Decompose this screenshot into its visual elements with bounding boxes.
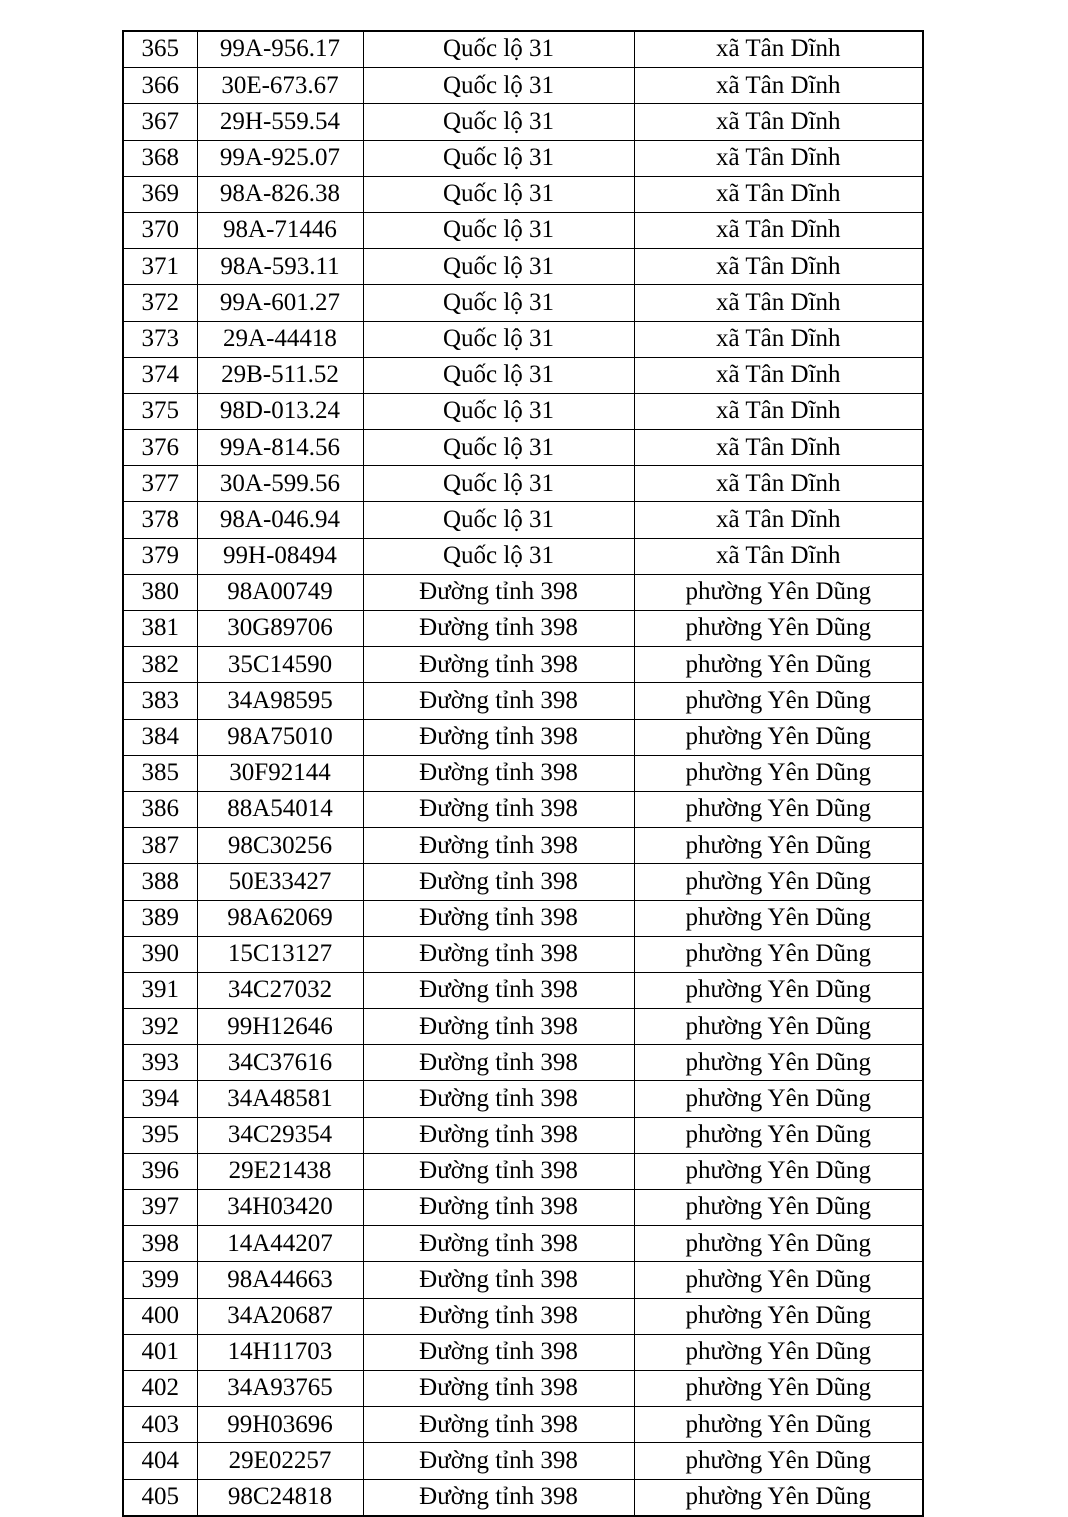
cell-dia-phuong: phường Yên Dũng: [634, 1334, 923, 1370]
cell-tuyen-duong: Đường tỉnh 398: [363, 1370, 634, 1406]
cell-tuyen-duong: Quốc lộ 31: [363, 466, 634, 502]
cell-so-thu-tu: 373: [123, 321, 197, 357]
table-row: [123, 1479, 923, 1516]
table-row: [123, 1334, 923, 1370]
cell-so-thu-tu: 400: [123, 1298, 197, 1334]
cell-bien-so-xe: 99A-925.07: [197, 140, 363, 176]
cell-tuyen-duong: Đường tỉnh 398: [363, 1226, 634, 1262]
cell-tuyen-duong: Quốc lộ 31: [363, 502, 634, 538]
cell-so-thu-tu: 385: [123, 755, 197, 791]
cell-bien-so-xe: 29B-511.52: [197, 357, 363, 393]
cell-tuyen-duong: Đường tỉnh 398: [363, 719, 634, 755]
cell-tuyen-duong: Đường tỉnh 398: [363, 1443, 634, 1479]
table-row: [123, 1443, 923, 1479]
cell-so-thu-tu: 378: [123, 502, 197, 538]
cell-so-thu-tu: 403: [123, 1407, 197, 1443]
cell-dia-phuong: phường Yên Dũng: [634, 900, 923, 936]
cell-dia-phuong: phường Yên Dũng: [634, 1298, 923, 1334]
table-row: [123, 828, 923, 864]
cell-dia-phuong: phường Yên Dũng: [634, 755, 923, 791]
table-body: [123, 31, 923, 1516]
cell-so-thu-tu: 382: [123, 647, 197, 683]
table-row: [123, 900, 923, 936]
cell-dia-phuong: xã Tân Dĩnh: [634, 430, 923, 466]
table-row: [123, 1298, 923, 1334]
cell-so-thu-tu: 404: [123, 1443, 197, 1479]
cell-dia-phuong: phường Yên Dũng: [634, 972, 923, 1008]
cell-tuyen-duong: Quốc lộ 31: [363, 31, 634, 68]
cell-dia-phuong: phường Yên Dũng: [634, 1262, 923, 1298]
table-row: [123, 357, 923, 393]
cell-tuyen-duong: Quốc lộ 31: [363, 212, 634, 248]
cell-bien-so-xe: 98A75010: [197, 719, 363, 755]
table-row: [123, 1081, 923, 1117]
cell-bien-so-xe: 34A98595: [197, 683, 363, 719]
cell-bien-so-xe: 99A-956.17: [197, 31, 363, 68]
cell-bien-so-xe: 98A62069: [197, 900, 363, 936]
cell-dia-phuong: phường Yên Dũng: [634, 1153, 923, 1189]
cell-tuyen-duong: Quốc lộ 31: [363, 321, 634, 357]
cell-dia-phuong: xã Tân Dĩnh: [634, 466, 923, 502]
violation-table-container: [122, 30, 922, 1517]
cell-tuyen-duong: Đường tỉnh 398: [363, 1407, 634, 1443]
cell-so-thu-tu: 394: [123, 1081, 197, 1117]
cell-tuyen-duong: Đường tỉnh 398: [363, 1153, 634, 1189]
cell-tuyen-duong: Đường tỉnh 398: [363, 1190, 634, 1226]
cell-dia-phuong: phường Yên Dũng: [634, 1443, 923, 1479]
cell-so-thu-tu: 374: [123, 357, 197, 393]
cell-tuyen-duong: Quốc lộ 31: [363, 393, 634, 429]
cell-so-thu-tu: 376: [123, 430, 197, 466]
cell-tuyen-duong: Đường tỉnh 398: [363, 1479, 634, 1516]
cell-bien-so-xe: 30A-599.56: [197, 466, 363, 502]
cell-dia-phuong: xã Tân Dĩnh: [634, 321, 923, 357]
cell-so-thu-tu: 375: [123, 393, 197, 429]
cell-bien-so-xe: 29E02257: [197, 1443, 363, 1479]
cell-bien-so-xe: 29A-44418: [197, 321, 363, 357]
cell-so-thu-tu: 399: [123, 1262, 197, 1298]
cell-dia-phuong: xã Tân Dĩnh: [634, 357, 923, 393]
violation-table: [122, 30, 924, 1517]
table-row: [123, 611, 923, 647]
cell-bien-so-xe: 30E-673.67: [197, 68, 363, 104]
table-row: [123, 1407, 923, 1443]
table-row: [123, 321, 923, 357]
cell-so-thu-tu: 396: [123, 1153, 197, 1189]
cell-tuyen-duong: Đường tỉnh 398: [363, 791, 634, 827]
cell-tuyen-duong: Đường tỉnh 398: [363, 647, 634, 683]
cell-dia-phuong: xã Tân Dĩnh: [634, 502, 923, 538]
cell-so-thu-tu: 395: [123, 1117, 197, 1153]
cell-dia-phuong: xã Tân Dĩnh: [634, 393, 923, 429]
cell-bien-so-xe: 99H12646: [197, 1009, 363, 1045]
cell-so-thu-tu: 377: [123, 466, 197, 502]
cell-tuyen-duong: Đường tỉnh 398: [363, 1081, 634, 1117]
cell-bien-so-xe: 98A44663: [197, 1262, 363, 1298]
table-row: [123, 538, 923, 574]
cell-dia-phuong: phường Yên Dũng: [634, 1226, 923, 1262]
cell-so-thu-tu: 390: [123, 936, 197, 972]
cell-bien-so-xe: 99A-814.56: [197, 430, 363, 466]
table-row: [123, 1153, 923, 1189]
table-row: [123, 1045, 923, 1081]
cell-dia-phuong: xã Tân Dĩnh: [634, 285, 923, 321]
cell-tuyen-duong: Đường tỉnh 398: [363, 1045, 634, 1081]
cell-dia-phuong: phường Yên Dũng: [634, 683, 923, 719]
cell-so-thu-tu: 389: [123, 900, 197, 936]
cell-so-thu-tu: 365: [123, 31, 197, 68]
cell-bien-so-xe: 29E21438: [197, 1153, 363, 1189]
cell-bien-so-xe: 99H-08494: [197, 538, 363, 574]
table-row: [123, 393, 923, 429]
table-row: [123, 719, 923, 755]
cell-tuyen-duong: Đường tỉnh 398: [363, 828, 634, 864]
cell-so-thu-tu: 379: [123, 538, 197, 574]
cell-bien-so-xe: 99H03696: [197, 1407, 363, 1443]
cell-dia-phuong: xã Tân Dĩnh: [634, 249, 923, 285]
cell-dia-phuong: phường Yên Dũng: [634, 647, 923, 683]
cell-bien-so-xe: 34H03420: [197, 1190, 363, 1226]
cell-tuyen-duong: Đường tỉnh 398: [363, 1334, 634, 1370]
table-row: [123, 791, 923, 827]
cell-dia-phuong: xã Tân Dĩnh: [634, 104, 923, 140]
cell-dia-phuong: phường Yên Dũng: [634, 1081, 923, 1117]
cell-dia-phuong: phường Yên Dũng: [634, 1407, 923, 1443]
cell-tuyen-duong: Quốc lộ 31: [363, 140, 634, 176]
table-row: [123, 936, 923, 972]
cell-bien-so-xe: 98A-826.38: [197, 176, 363, 212]
cell-so-thu-tu: 380: [123, 574, 197, 610]
table-row: [123, 430, 923, 466]
cell-so-thu-tu: 388: [123, 864, 197, 900]
cell-bien-so-xe: 14H11703: [197, 1334, 363, 1370]
cell-so-thu-tu: 386: [123, 791, 197, 827]
table-row: [123, 574, 923, 610]
cell-tuyen-duong: Đường tỉnh 398: [363, 683, 634, 719]
cell-dia-phuong: xã Tân Dĩnh: [634, 538, 923, 574]
cell-dia-phuong: phường Yên Dũng: [634, 1045, 923, 1081]
cell-bien-so-xe: 99A-601.27: [197, 285, 363, 321]
cell-bien-so-xe: 34A93765: [197, 1370, 363, 1406]
cell-dia-phuong: phường Yên Dũng: [634, 719, 923, 755]
cell-bien-so-xe: 30G89706: [197, 611, 363, 647]
cell-dia-phuong: phường Yên Dũng: [634, 791, 923, 827]
cell-dia-phuong: phường Yên Dũng: [634, 1190, 923, 1226]
cell-so-thu-tu: 370: [123, 212, 197, 248]
cell-tuyen-duong: Đường tỉnh 398: [363, 972, 634, 1008]
cell-dia-phuong: phường Yên Dũng: [634, 828, 923, 864]
cell-tuyen-duong: Đường tỉnh 398: [363, 1117, 634, 1153]
cell-bien-so-xe: 98A-593.11: [197, 249, 363, 285]
cell-bien-so-xe: 98C30256: [197, 828, 363, 864]
cell-dia-phuong: phường Yên Dũng: [634, 936, 923, 972]
cell-dia-phuong: xã Tân Dĩnh: [634, 68, 923, 104]
cell-tuyen-duong: Quốc lộ 31: [363, 285, 634, 321]
cell-bien-so-xe: 30F92144: [197, 755, 363, 791]
cell-tuyen-duong: Đường tỉnh 398: [363, 936, 634, 972]
cell-tuyen-duong: Đường tỉnh 398: [363, 755, 634, 791]
cell-bien-so-xe: 34A48581: [197, 1081, 363, 1117]
cell-dia-phuong: phường Yên Dũng: [634, 1370, 923, 1406]
cell-bien-so-xe: 34C29354: [197, 1117, 363, 1153]
cell-bien-so-xe: 88A54014: [197, 791, 363, 827]
table-row: [123, 176, 923, 212]
cell-tuyen-duong: Quốc lộ 31: [363, 68, 634, 104]
cell-tuyen-duong: Quốc lộ 31: [363, 176, 634, 212]
cell-dia-phuong: xã Tân Dĩnh: [634, 212, 923, 248]
cell-dia-phuong: phường Yên Dũng: [634, 574, 923, 610]
cell-so-thu-tu: 366: [123, 68, 197, 104]
cell-so-thu-tu: 402: [123, 1370, 197, 1406]
cell-tuyen-duong: Quốc lộ 31: [363, 538, 634, 574]
table-row: [123, 285, 923, 321]
table-row: [123, 683, 923, 719]
cell-so-thu-tu: 401: [123, 1334, 197, 1370]
cell-bien-so-xe: 98D-013.24: [197, 393, 363, 429]
cell-dia-phuong: phường Yên Dũng: [634, 1117, 923, 1153]
cell-bien-so-xe: 29H-559.54: [197, 104, 363, 140]
cell-bien-so-xe: 50E33427: [197, 864, 363, 900]
table-row: [123, 212, 923, 248]
cell-so-thu-tu: 387: [123, 828, 197, 864]
table-row: [123, 466, 923, 502]
cell-tuyen-duong: Quốc lộ 31: [363, 104, 634, 140]
table-row: [123, 140, 923, 176]
table-row: [123, 1226, 923, 1262]
table-row: [123, 864, 923, 900]
cell-so-thu-tu: 369: [123, 176, 197, 212]
cell-tuyen-duong: Đường tỉnh 398: [363, 900, 634, 936]
cell-so-thu-tu: 371: [123, 249, 197, 285]
cell-so-thu-tu: 397: [123, 1190, 197, 1226]
cell-dia-phuong: phường Yên Dũng: [634, 864, 923, 900]
cell-tuyen-duong: Đường tỉnh 398: [363, 1298, 634, 1334]
cell-so-thu-tu: 384: [123, 719, 197, 755]
cell-so-thu-tu: 383: [123, 683, 197, 719]
table-row: [123, 502, 923, 538]
cell-bien-so-xe: 98A-046.94: [197, 502, 363, 538]
cell-tuyen-duong: Đường tỉnh 398: [363, 1262, 634, 1298]
cell-tuyen-duong: Đường tỉnh 398: [363, 574, 634, 610]
table-row: [123, 1262, 923, 1298]
cell-bien-so-xe: 98A-71446: [197, 212, 363, 248]
cell-bien-so-xe: 14A44207: [197, 1226, 363, 1262]
table-row: [123, 1009, 923, 1045]
cell-dia-phuong: xã Tân Dĩnh: [634, 140, 923, 176]
cell-dia-phuong: xã Tân Dĩnh: [634, 176, 923, 212]
cell-so-thu-tu: 381: [123, 611, 197, 647]
cell-bien-so-xe: 34A20687: [197, 1298, 363, 1334]
cell-so-thu-tu: 405: [123, 1479, 197, 1516]
table-row: [123, 647, 923, 683]
cell-bien-so-xe: 98C24818: [197, 1479, 363, 1516]
cell-bien-so-xe: 34C37616: [197, 1045, 363, 1081]
table-row: [123, 755, 923, 791]
table-row: [123, 972, 923, 1008]
cell-dia-phuong: phường Yên Dũng: [634, 1479, 923, 1516]
cell-so-thu-tu: 372: [123, 285, 197, 321]
cell-so-thu-tu: 393: [123, 1045, 197, 1081]
table-row: [123, 1190, 923, 1226]
cell-so-thu-tu: 367: [123, 104, 197, 140]
table-row: [123, 1117, 923, 1153]
cell-tuyen-duong: Đường tỉnh 398: [363, 1009, 634, 1045]
cell-bien-so-xe: 35C14590: [197, 647, 363, 683]
table-row: [123, 31, 923, 68]
cell-tuyen-duong: Quốc lộ 31: [363, 430, 634, 466]
table-row: [123, 104, 923, 140]
cell-dia-phuong: phường Yên Dũng: [634, 1009, 923, 1045]
table-row: [123, 68, 923, 104]
cell-bien-so-xe: 34C27032: [197, 972, 363, 1008]
cell-bien-so-xe: 15C13127: [197, 936, 363, 972]
cell-so-thu-tu: 391: [123, 972, 197, 1008]
cell-dia-phuong: phường Yên Dũng: [634, 611, 923, 647]
cell-so-thu-tu: 398: [123, 1226, 197, 1262]
cell-bien-so-xe: 98A00749: [197, 574, 363, 610]
cell-so-thu-tu: 368: [123, 140, 197, 176]
cell-tuyen-duong: Quốc lộ 31: [363, 249, 634, 285]
cell-so-thu-tu: 392: [123, 1009, 197, 1045]
cell-tuyen-duong: Đường tỉnh 398: [363, 611, 634, 647]
cell-tuyen-duong: Quốc lộ 31: [363, 357, 634, 393]
table-row: [123, 1370, 923, 1406]
cell-dia-phuong: xã Tân Dĩnh: [634, 31, 923, 68]
cell-tuyen-duong: Đường tỉnh 398: [363, 864, 634, 900]
table-row: [123, 249, 923, 285]
